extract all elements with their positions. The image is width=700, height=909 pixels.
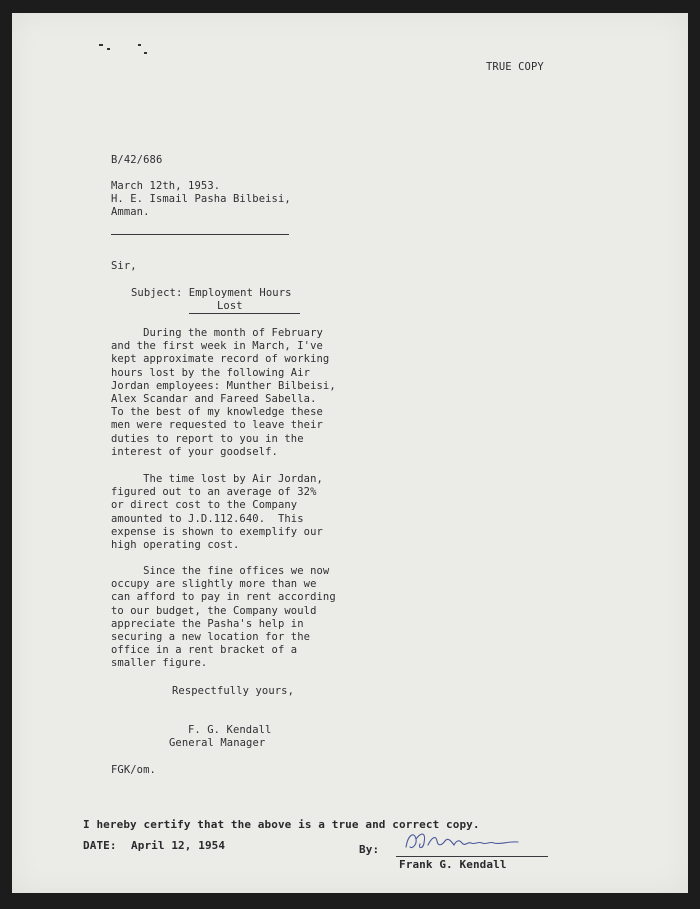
certification-date-label: DATE:	[83, 839, 117, 852]
text-line: and the first week in March, I've	[111, 340, 323, 353]
text-line: can afford to pay in rent according	[111, 591, 336, 604]
text-line: to our budget, the Company would	[111, 604, 317, 617]
handwritten-signature	[396, 827, 546, 857]
typist-initials: FGK/om.	[111, 764, 156, 776]
text-line: figured out to an average of 32%	[111, 486, 317, 499]
recipient-city: Amman.	[111, 206, 150, 218]
ink-speck	[99, 44, 103, 46]
subject-line-continued: Lost	[217, 300, 243, 312]
text-line: occupy are slightly more than we	[111, 578, 317, 591]
certification-statement: I hereby certify that the above is a true and correct copy.	[83, 818, 480, 831]
paragraph-hours-lost	[111, 327, 336, 459]
text-line: amounted to J.D.112.640. This	[111, 512, 304, 525]
salutation: Sir,	[111, 260, 137, 272]
certifier-name: Frank G. Kendall	[399, 858, 507, 871]
signature-line	[396, 856, 548, 857]
text-line: securing a new location for the	[111, 631, 311, 644]
ink-speck	[138, 44, 141, 46]
subject-line: Subject: Employment Hours	[131, 287, 292, 299]
paragraph-time-cost	[111, 473, 323, 552]
closing: Respectfully yours,	[172, 685, 295, 697]
signatory-name: F. G. Kendall	[188, 724, 272, 736]
reference-number: B/42/686	[111, 154, 163, 166]
text-line: kept approximate record of working	[111, 353, 330, 366]
subject-underline	[189, 313, 300, 314]
text-line: During the month of February	[111, 327, 323, 339]
by-label: By:	[359, 843, 380, 856]
true-copy-stamp: TRUE COPY	[486, 61, 544, 73]
text-line: Alex Scandar and Fareed Sabella.	[111, 393, 317, 406]
ink-speck	[144, 52, 147, 54]
recipient-name: H. E. Ismail Pasha Bilbeisi,	[111, 193, 291, 205]
text-line: duties to report to you in the	[111, 432, 304, 445]
text-line: appreciate the Pasha's help in	[111, 617, 304, 630]
address-divider	[111, 234, 289, 235]
text-line: smaller figure.	[111, 657, 208, 670]
text-line: interest of your goodself.	[111, 445, 278, 458]
text-line: hours lost by the following Air	[111, 366, 311, 379]
text-line: Jordan employees: Munther Bilbeisi,	[111, 379, 336, 392]
text-line: expense is shown to exemplify our	[111, 525, 323, 538]
paragraph-office-rent	[111, 565, 336, 671]
text-line: office in a rent bracket of a	[111, 644, 298, 657]
document-page	[12, 13, 688, 893]
text-line: Since the fine offices we now	[111, 565, 330, 577]
text-line: high operating cost.	[111, 539, 240, 552]
text-line: The time lost by Air Jordan,	[111, 473, 323, 485]
certification-date-value: April 12, 1954	[131, 839, 226, 852]
text-line: or direct cost to the Company	[111, 499, 298, 512]
text-line: To the best of my knowledge these	[111, 406, 323, 419]
ink-speck	[107, 48, 110, 50]
letter-date: March 12th, 1953.	[111, 180, 221, 192]
signatory-title: General Manager	[169, 737, 266, 749]
text-line: men were requested to leave their	[111, 419, 323, 432]
